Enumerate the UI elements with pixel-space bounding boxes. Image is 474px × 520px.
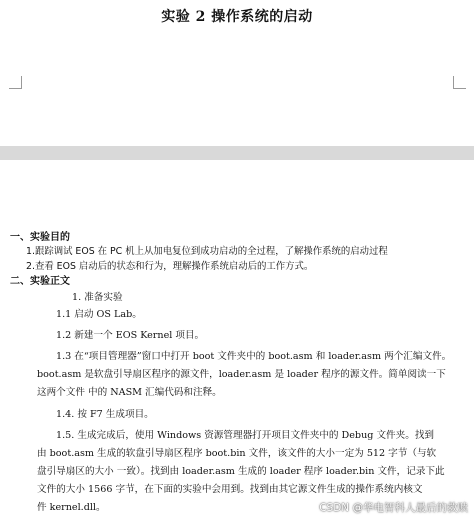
step-prep: 1. 准备实验 (72, 292, 123, 303)
step-1-5-line-1: 1.5. 生成完成后，使用 Windows 资源管理器打开项目文件夹中的 Debug 文件夹。找到 (56, 430, 435, 441)
objective-2: 2.查看 EOS 启动后的状态和行为，理解操作系统启动后的工作方式。 (26, 261, 314, 272)
step-1-1: 1.1 启动 OS Lab。 (56, 309, 142, 320)
section-heading-body: 二、实验正文 (10, 276, 70, 287)
step-1-3-line-3: 这两个文件 中的 NASM 汇编代码和注释。 (37, 387, 222, 398)
watermark: CSDN @华电智科人最后的救赎 (319, 502, 468, 514)
crop-mark-top-left (9, 76, 22, 89)
section-heading-objectives: 一、实验目的 (10, 232, 70, 243)
page-top (0, 0, 474, 146)
page-bottom (0, 160, 474, 520)
step-1-5-line-3: 盘引导扇区的大小 一致）。找到由 loader.asm 生成的 loader 程序 loader.bin 文件，记录下此 (37, 466, 445, 477)
step-1-4: 1.4. 按 F7 生成项目。 (56, 409, 154, 420)
step-1-5-line-2: 由 boot.asm 生成的软盘引导扇区程序 boot.bin 文件，该文件的大小一定为 512 字节（与软 (37, 448, 437, 459)
step-1-5-line-5: 件 kernel.dll。 (37, 502, 106, 513)
step-1-3-line-1: 1.3 在“项目管理器”窗口中打开 boot 文件夹中的 boot.asm 和 loader.asm 两个汇编文件。 (56, 351, 452, 362)
step-1-5-line-4: 文件的大小 1566 字节，在下面的实验中会用到。找到由其它源文件生成的操作系统内核文 (37, 484, 423, 495)
document-title: 实验 2 操作系统的启动 (161, 9, 313, 25)
step-1-2: 1.2 新建一个 EOS Kernel 项目。 (56, 330, 205, 341)
page-gap (0, 146, 474, 160)
objective-1: 1.跟踪调试 EOS 在 PC 机上从加电复位到成功启动的全过程，了解操作系统的启动过程 (26, 246, 388, 257)
step-1-3-line-2: boot.asm 是软盘引导扇区程序的源文件，loader.asm 是 loader 程序的源文件。简单阅读一下 (37, 369, 446, 380)
crop-mark-top-right (453, 76, 466, 89)
